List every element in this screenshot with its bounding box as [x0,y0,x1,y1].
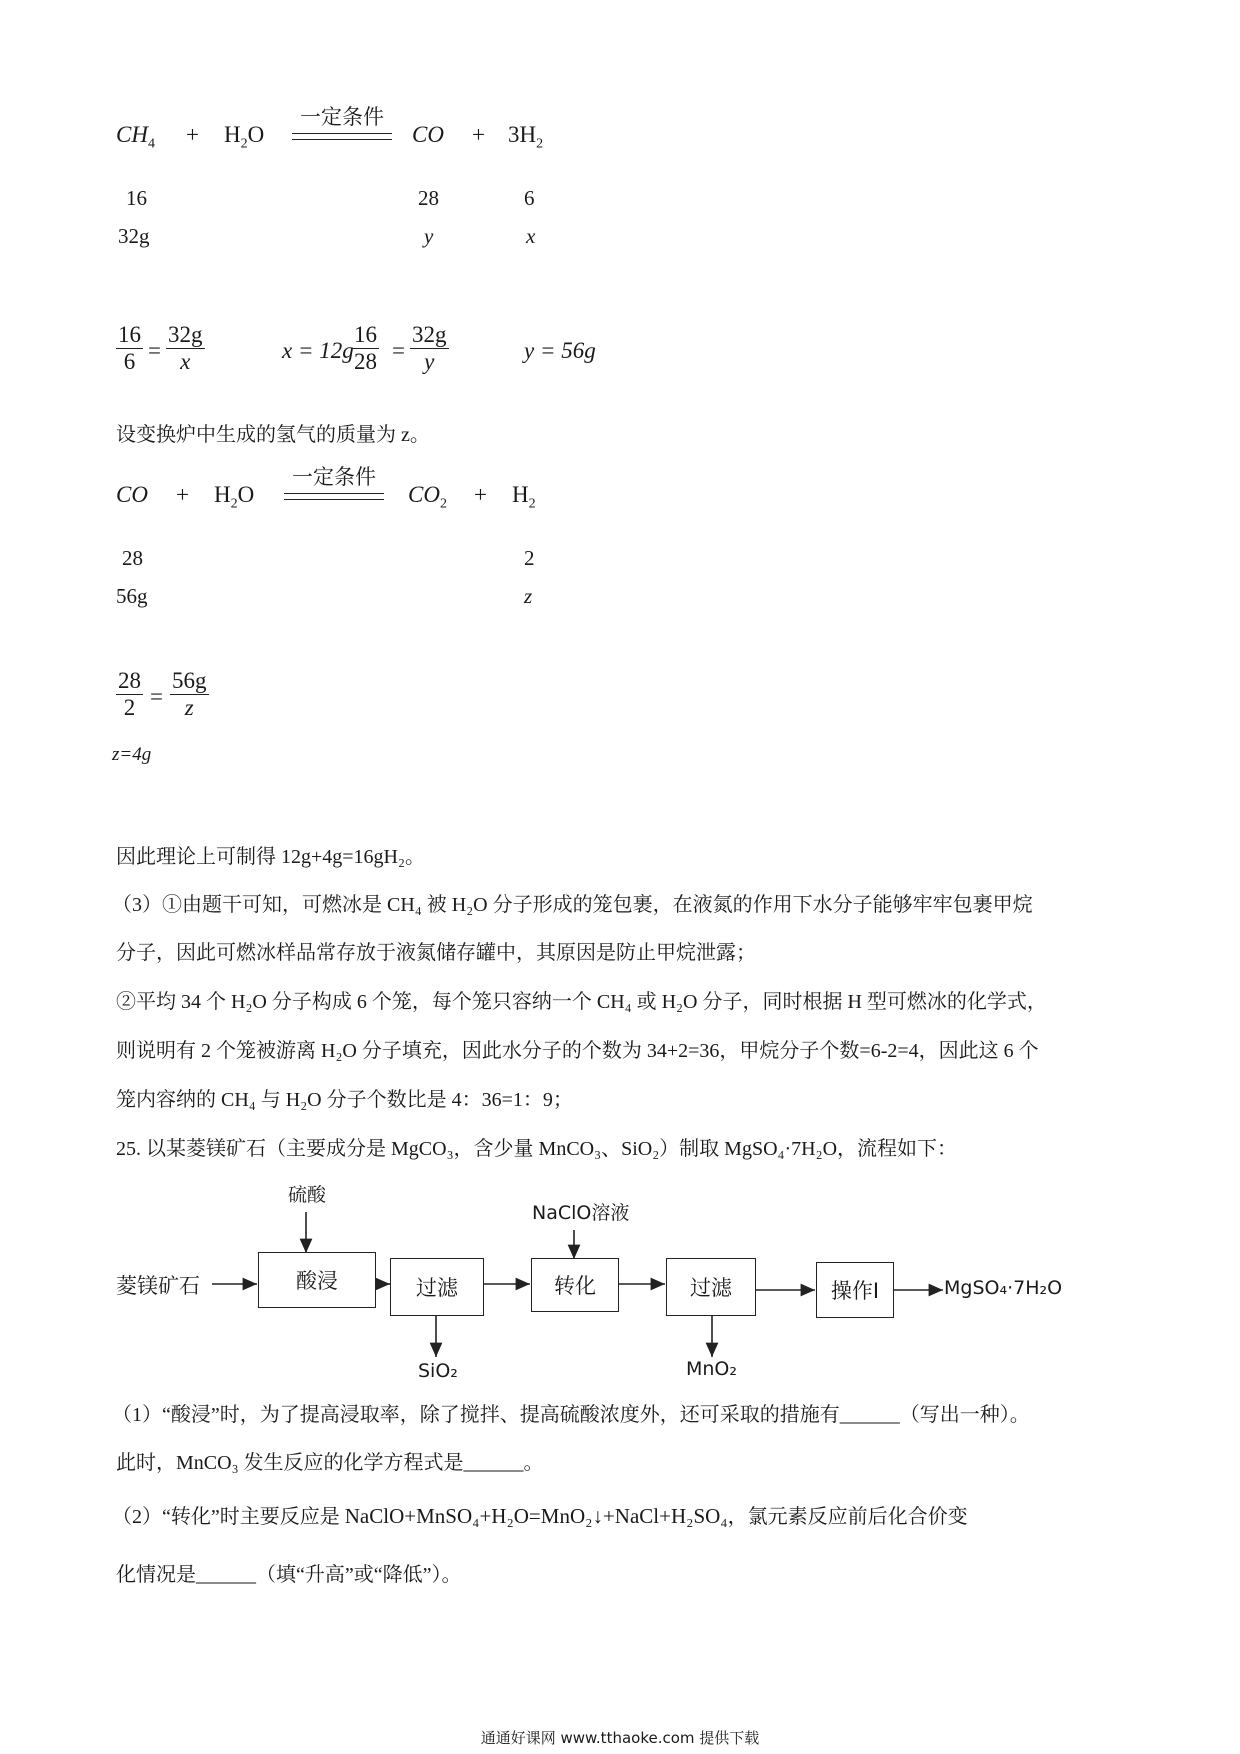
flow-output-mno2: MnO₂ [686,1358,738,1380]
q25-sub2-line1 [112,1500,968,1529]
eq1-3h-sub: 2 [536,136,544,152]
eq2-h: H [214,482,231,507]
eq1-h-sub: 2 [240,136,248,152]
setup-z-statement: 设变换炉中生成的氢气的质量为 z。 [116,424,430,446]
eq1-co: CO [412,122,444,147]
calc1-f1-den: 6 [123,349,136,375]
flow-box-leach: 酸浸 [258,1252,376,1308]
calc1-f2-num: 32g [166,322,205,349]
calc1-f3-num: 16 [352,322,379,349]
calc2-f1-den: 2 [123,695,136,721]
eq1-mass-h2: 6 [524,186,535,210]
eq2-h-sub: 2 [230,496,238,512]
eq2-o: O [237,482,255,507]
eq2-co: CO [116,482,148,507]
eq2-plus2: + [474,482,487,507]
flow-output-sio2: SiO₂ [418,1360,458,1382]
eq1-plus2: + [472,122,485,147]
calc2-f1-num: 28 [116,668,143,695]
eq1-ch4-sub: 4 [147,136,155,152]
q25-sub2-suffix: ，氯元素反应前后化合价变 [727,1506,968,1528]
conclusion-text: 因此理论上可制得 12g+4g=16gH₂。 [116,846,425,868]
calc2-equals: = [150,684,163,709]
calc1-f3-den: 28 [354,349,377,375]
flow-product: MgSO₄·7H₂O [944,1277,1063,1299]
eq2-co2-sub: 2 [439,496,447,512]
flow-box-filter2: 过滤 [666,1258,756,1316]
eq1-mass-co: 28 [418,186,439,210]
eq2-mass-h2: 2 [524,546,535,570]
flow-box-convert: 转化 [531,1258,619,1312]
calc2-f2-num: 56g [170,668,209,695]
q25-stem: 25. 以某菱镁矿石（主要成分是 MgCO₃，含少量 MnCO₃、SiO₂）制取 MgSO₄·7H₂O，流程如下： [116,1138,958,1160]
calc1-f2-den: x [180,349,191,375]
q25-sub1-line1: （1）“酸浸”时，为了提高浸取率，除了搅拌、提高硫酸浓度外，还可采取的措施有______（写出一种）。 [112,1404,1030,1426]
eq1-mass-ch4: 16 [126,186,147,210]
part3-line5: 笼内容纳的 CH₄ 与 H₂O 分子个数比是 4：36=1：9； [116,1089,573,1111]
flow-input-naclo: NaClO溶液 [532,1202,630,1224]
eq2-h2-sub: 2 [528,496,536,512]
calc1-f4-den: y [424,349,435,375]
q25-sub2-line2: 化情况是______（填“升高”或“降低”）。 [116,1564,462,1586]
calc1-f1-num: 16 [116,322,143,349]
eq2-actual-co: 56g [116,584,148,608]
eq1-condition-text: 一定条件 [300,105,384,129]
eq2-var-z: z [524,584,533,608]
calc1-y-result: y = 56g [524,338,596,363]
flow-start-ore: 菱镁矿石 [116,1274,200,1298]
calc1-equals: = [148,338,161,363]
calc1-equals2: = [392,338,405,363]
eq1-h: H [224,122,241,147]
eq1-plus1: + [186,122,199,147]
eq2-mass-co: 28 [122,546,143,570]
q25-sub1-line2: 此时，MnCO₃ 发生反应的化学方程式是______。 [116,1452,544,1474]
eq2-h2-h: H [512,482,529,507]
eq2-co2-c: CO [408,482,440,507]
part3-line2: 分子，因此可燃冰样品常存放于液氮储存罐中，其原因是防止甲烷泄露； [116,942,756,964]
part3-line4: 则说明有 2 个笼被游离 H₂O 分子填充，因此水分子的个数为 34+2=36，甲烷分子个数=6-2=4，因此这 6 个 [116,1040,1039,1062]
eq1-actual-ch4: 32g [118,224,150,248]
eq1-var-y: y [424,224,434,248]
calc1-f4-num: 32g [410,322,449,349]
q25-sub2-prefix: （2）“转化”时主要反应是 [112,1506,345,1528]
eq2-condition-text: 一定条件 [292,465,376,489]
flow-box-operation: 操作I [816,1262,894,1318]
eq1-var-x: x [526,224,536,248]
calc2-z-result: z=4g [112,744,152,765]
calc2-f2-den: z [184,695,194,721]
flow-input-acid: 硫酸 [288,1184,327,1206]
eq1-o: O [247,122,265,147]
eq1-ch4: CH [116,122,148,147]
part3-line3: ②平均 34 个 H₂O 分子构成 6 个笼，每个笼只容纳一个 CH₄ 或 H₂O 分子，同时根据 H 型可燃冰的化学式， [116,991,1047,1013]
eq1-3h: 3H [508,122,537,147]
q25-sub2-equation: NaClO+MnSO₄+H₂O=MnO₂↓+NaCl+H₂SO₄ [344,1504,728,1528]
part3-line1: （3）①由题干可知，可燃冰是 CH₄ 被 H₂O 分子形成的笼包裹，在液氮的作用下水分子能够牢牢包裹甲烷 [112,894,1033,916]
page-footer: 通通好课网 www.tthaoke.com 提供下载 [480,1729,760,1747]
calc1-x-result: x = 12g [282,338,354,363]
eq2-plus1: + [176,482,189,507]
flow-box-filter1: 过滤 [390,1258,484,1316]
